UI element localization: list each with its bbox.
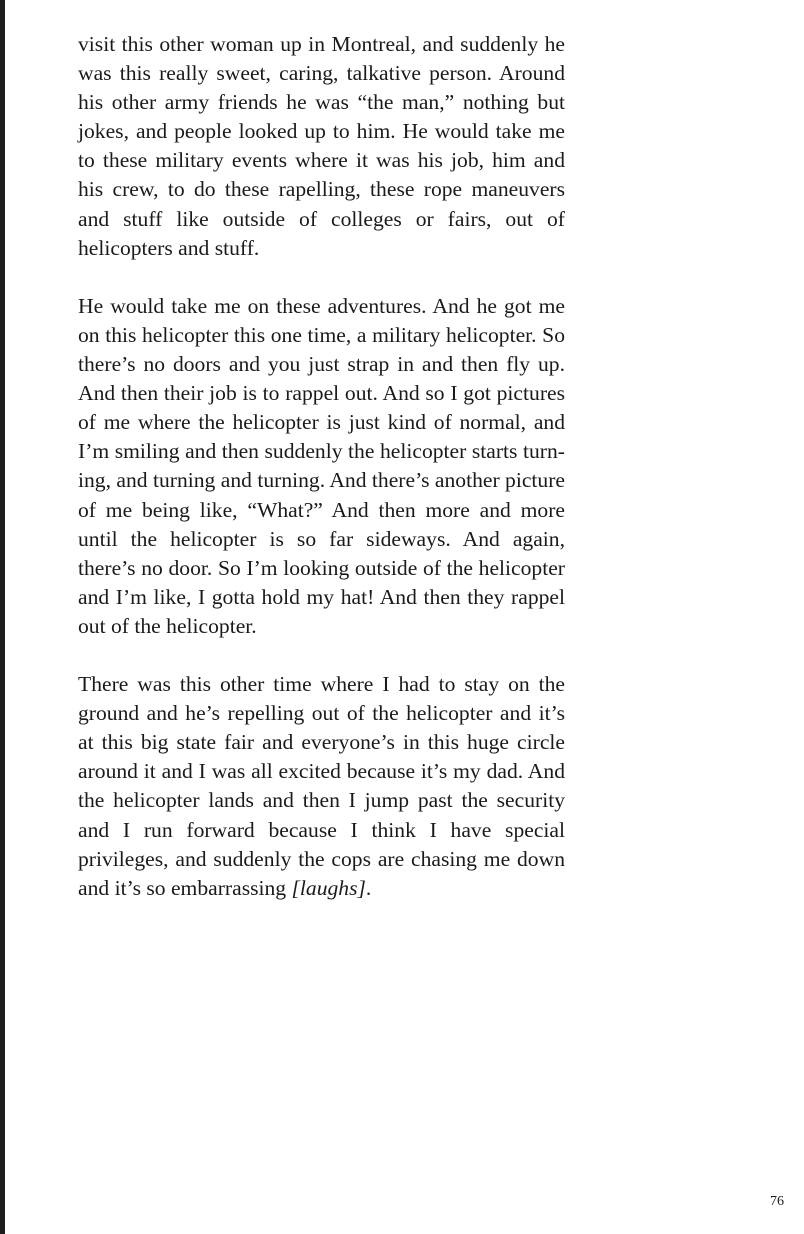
paragraph-1-text: visit this other woman up in Montreal, and suddenly he was this really sweet, caring, talkative person. Around his other army friends he was “the man,” nothing but jokes, and people looked up to him. He would take me to these military events where it was his job, him and his crew, to do these rapelling, these rope maneuvers and stuff like outside of colleges or fairs, out of helicopters and stuff. — [78, 32, 565, 260]
paragraph-2 — [78, 292, 565, 641]
body-text — [78, 30, 565, 903]
paragraph-3-end-punct: . — [365, 875, 372, 900]
laughs-aside: [laughs] — [291, 875, 366, 900]
paragraph-1 — [78, 30, 565, 263]
paragraph-2-text: He would take me on these adventures. And he got me on this helicopter this one time, a military helicopter. So there’s no doors and you just strap in and then fly up. And then their job is to rappel out. And so I got pictures of me where the helicopter is just kind of normal, and I’m smiling and then suddenly the helicopter starts turning, and turning and turning. And there’s another picture of me being like, “What?” And then more and more until the helicopter is so far sideways. And again, there’s no door. So I’m looking outside of the helicopter and I’m like, I gotta hold my hat! And then they rappel out of the helicopter. — [78, 293, 565, 638]
paragraph-3-text: There was this other time where I had to stay on the ground and he’s repelling out of the helicopter and it’s at this big state fair and everyone’s in this huge circle around it and I was all excited because it’s my dad. And the helicopter lands and then I jump past the security and I run forward because I think I have special privileges, and suddenly the cops are chasing me down and it’s so embarrassing — [78, 672, 565, 900]
paragraph-3 — [78, 670, 565, 903]
page-number: 76 — [770, 1194, 784, 1209]
